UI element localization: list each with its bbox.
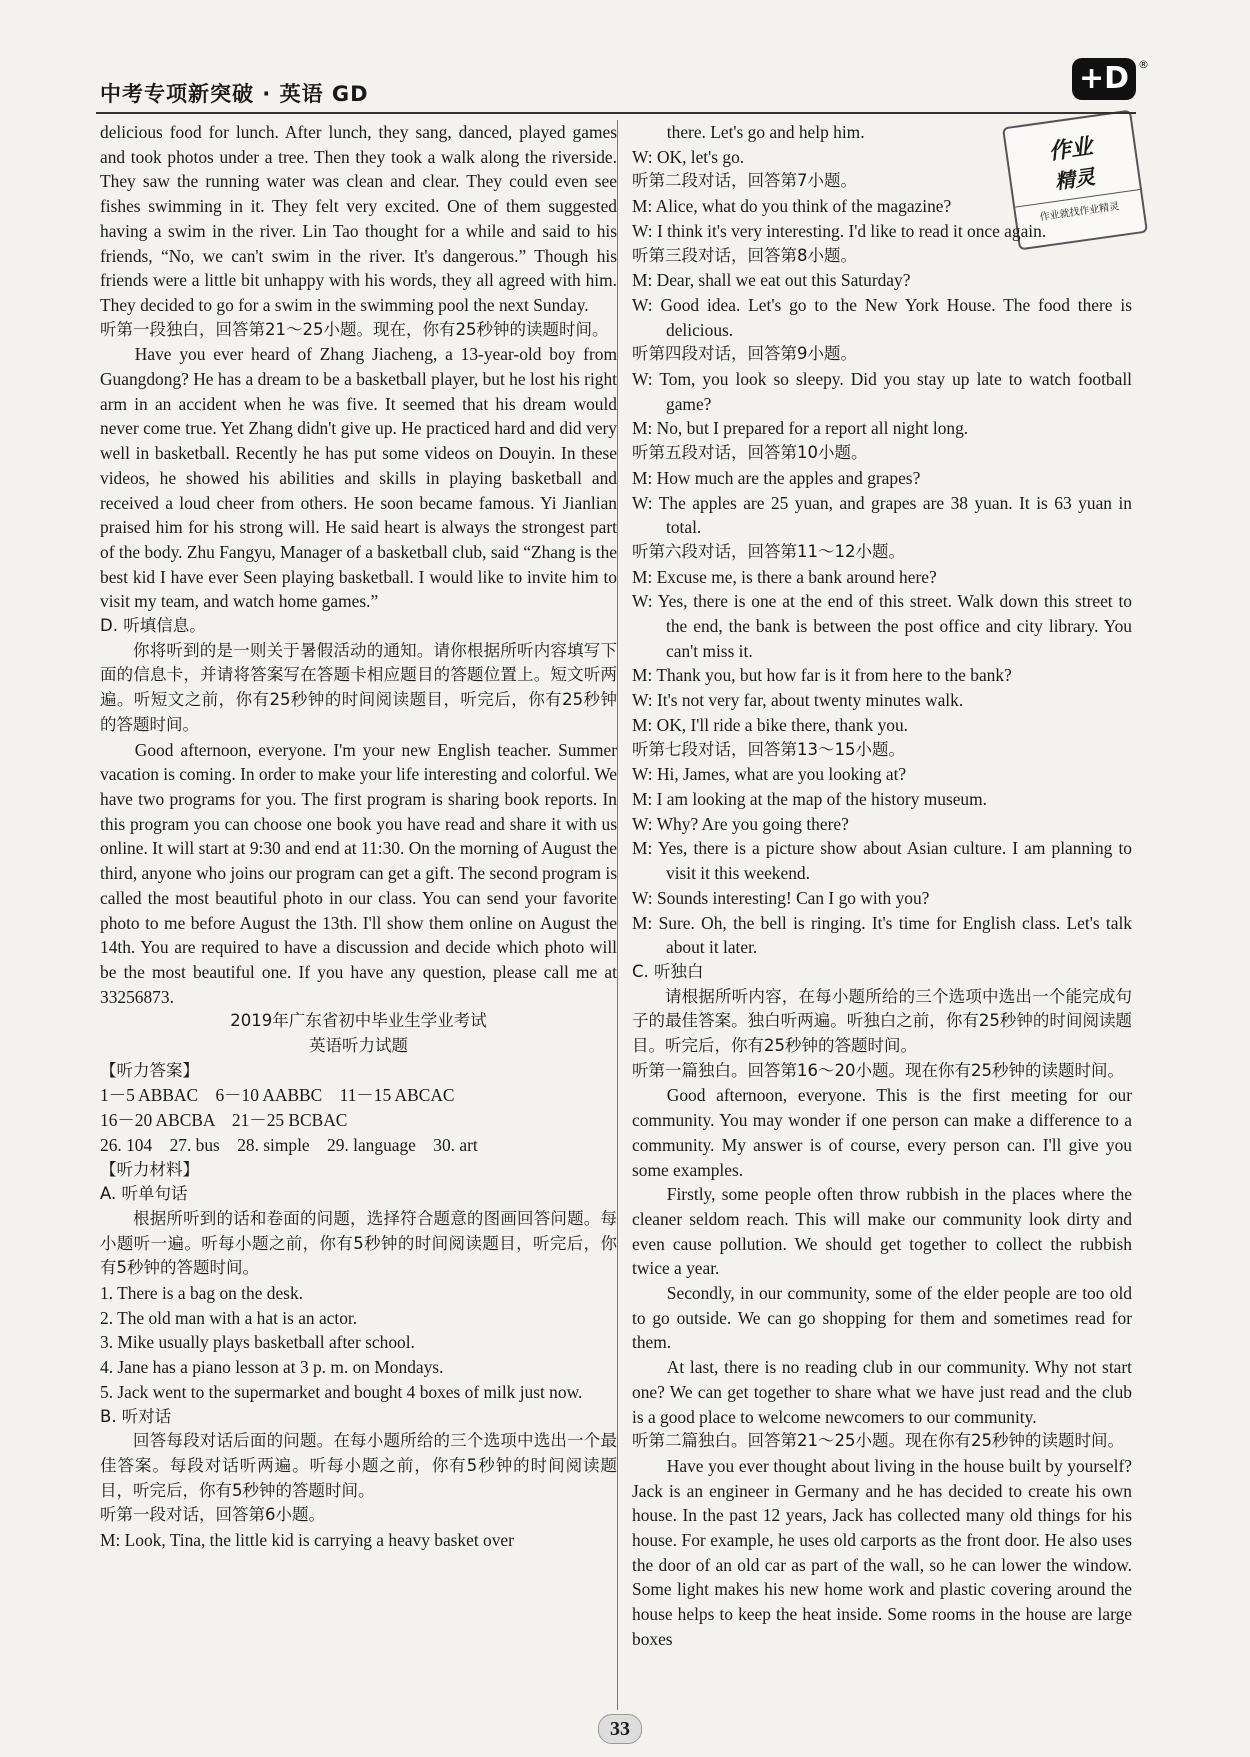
paragraph: 1－5 ABBAC 6－10 AABBC 11－15 ABCAC	[100, 1085, 455, 1106]
stamp-line-2: 精灵	[1053, 164, 1097, 194]
paragraph: M: Yes, there is a picture show about Asian culture. I am planning to visit it this weekend.	[632, 838, 1132, 884]
paragraph: M: Excuse me, is there a bank around here?	[632, 566, 937, 587]
stamp-line-3: 作业就找作业精灵	[1015, 189, 1143, 226]
paragraph: M: Thank you, but how far is it from here to the bank?	[632, 665, 1012, 686]
paragraph: 听第一篇独白。回答第16～20小题。现在你有25秒钟的读题时间。	[632, 1060, 1124, 1080]
paragraph: 16－20 ABCBA 21－25 BCBAC	[100, 1110, 348, 1131]
paragraph: Good afternoon, everyone. This is the first meeting for our community. You may wonder if one person can make a difference to a community. My answer is of course, every person can. I'll give you some examples.	[632, 1085, 1132, 1180]
paragraph: 听第二段对话，回答第7小题。	[632, 171, 857, 191]
running-header: 中考专项新突破 · 英语 GD	[100, 82, 369, 106]
paragraph: W: Sounds interesting! Can I go with you?	[632, 887, 930, 908]
paragraph: 回答每段对话后面的问题。在每小题所给的三个选项中选出一个最佳答案。每段对话听两遍。听每小题之前，你有5秒钟的时间阅读题目，听完后，你有5秒钟的答题时间。	[100, 1431, 617, 1500]
paragraph: 听第七段对话，回答第13～15小题。	[632, 739, 905, 759]
paragraph: M: Look, Tina, the little kid is carrying a heavy basket over	[100, 1530, 514, 1551]
paragraph: W: Tom, you look so sleepy. Did you stay up late to watch football game?	[632, 369, 1132, 414]
paragraph: M: No, but I prepared for a report all night long.	[632, 418, 969, 439]
paragraph: 2019年广东省初中毕业生学业考试	[230, 1011, 487, 1031]
registered-mark-icon: ®	[1138, 58, 1149, 71]
paragraph: 请根据所听内容，在每小题所给的三个选项中选出一个能完成句子的最佳答案。独白听两遍。听独白之前，你有25秒钟的时间阅读题目。听完后，你有25秒钟的答题时间。	[632, 986, 1132, 1056]
paragraph: 你将听到的是一则关于暑假活动的通知。请你根据所听内容填写下面的信息卡，并请将答案写在答题卡相应题目的答题位置上。短文听两遍。听短文之前，你有25秒钟的时间阅读题目，听完后，你有25秒钟的答题时间。	[100, 640, 617, 734]
paragraph: 英语听力试题	[309, 1036, 408, 1056]
paragraph: Have you ever thought about living in the house built by yourself? Jack is an engineer in Germany and he has decided to create his own house. In the past 12 years, Jack has collected many old things for his house. For example, he uses old carports as the front door. He also uses the door of an old car as part of the wall, so he can lower the window. Some light makes his new home work and plastic covering around the house helps to keep the heat inside. Some rooms in the house are large boxes	[632, 1455, 1132, 1649]
paragraph: B. 听对话	[100, 1406, 172, 1426]
paragraph: W: Hi, James, what are you looking at?	[632, 764, 907, 785]
paragraph: At last, there is no reading club in our community. Why not start one? We can get together to share what we have just read and the club is a good place to welcome newcomers to our community.	[632, 1357, 1132, 1427]
page-number: 33	[598, 1714, 642, 1744]
paragraph: W: Good idea. Let's go to the New York House. The food there is delicious.	[632, 294, 1132, 340]
paragraph: 1. There is a bag on the desk.	[100, 1283, 303, 1304]
paragraph: Good afternoon, everyone. I'm your new English teacher. Summer vacation is coming. In order to make your life interesting and colorful. We have two programs for you. The first program is sharing book reports. In this program you can choose one book you have read and share it with us online. It will start at 9:30 and end at 11:30. On the morning of August the third, anyone who joins our program can get a gift. The second program is called the most beautiful photo in our class. You can send your favorite photo to me before August the 13th. I'll show them online on August the 14th. You are required to have a discussion and decide which photo will be the most beautiful one. If you have any question, please call me at 33256873.	[100, 739, 617, 1007]
paragraph: D. 听填信息。	[100, 616, 206, 636]
paragraph: 听第六段对话，回答第11～12小题。	[632, 541, 905, 561]
paragraph: M: OK, I'll ride a bike there, thank you.	[632, 714, 908, 735]
paragraph: 5. Jack went to the supermarket and bought 4 boxes of milk just now.	[100, 1381, 583, 1402]
paragraph: W: I think it's very interesting. I'd like to read it once again.	[632, 220, 1047, 241]
paragraph: 根据所听到的话和卷面的问题，选择符合题意的图画回答问题。每小题听一遍。听每小题之前，你有5秒钟的时间阅读题目，听完后，你有5秒钟的答题时间。	[100, 1208, 617, 1278]
stamp-line-1: 作业	[1047, 134, 1095, 166]
paragraph: 4. Jane has a piano lesson at 3 p. m. on Mondays.	[100, 1357, 444, 1378]
paragraph: there. Let's go and help him.	[666, 122, 865, 142]
header-rule	[96, 112, 1136, 114]
paragraph: 听第三段对话，回答第8小题。	[632, 245, 857, 265]
paragraph: Firstly, some people often throw rubbish in the places where the cleaner seldom reach. This will make our community look dirty and even cause pollution. We should get together to collect the rubbish twice a year.	[632, 1184, 1132, 1279]
paragraph: M: Sure. Oh, the bell is ringing. It's time for English class. Let's talk about it later.	[632, 912, 1132, 958]
paragraph: W: OK, let's go.	[632, 146, 745, 167]
paragraph: 听第二篇独白。回答第21～25小题。现在你有25秒钟的读题时间。	[632, 1431, 1124, 1451]
paragraph: M: Alice, what do you think of the magazine?	[632, 196, 952, 217]
paragraph: Have you ever heard of Zhang Jiacheng, a 13-year-old boy from Guangdong? He has a dream to be a basketball player, but he lost his right arm in an accident when he was five. It seemed that his dream would never come true. Yet Zhang didn't give up. He practiced hard and did very well in basketball. Recently he has put some videos on Douyin. In these videos, he showed his abilities and skills in playing basketball and received a loud cheer from others. He soon became famous. Yi Jianlian praised him for his strong will. He said heart is always the strongest part of the body. Zhu Fangyu, Manager of a basketball club, said “Zhang is the best kid I have ever Seen playing basketball. I would like to invite him to visit my team, and watch home games.”	[100, 344, 617, 612]
paragraph: A. 听单句话	[100, 1184, 188, 1204]
paragraph: 3. Mike usually plays basketball after school.	[100, 1332, 415, 1353]
paragraph: W: Why? Are you going there?	[632, 813, 849, 834]
paragraph: 听第五段对话，回答第10小题。	[632, 443, 868, 463]
paragraph: W: Yes, there is one at the end of this street. Walk down this street to the end, the bank is between the post office and city library. You can't miss it.	[632, 591, 1132, 661]
paragraph: M: How much are the apples and grapes?	[632, 467, 921, 488]
paragraph: W: The apples are 25 yuan, and grapes are 38 yuan. It is 63 yuan in total.	[632, 492, 1132, 538]
paragraph: M: Dear, shall we eat out this Saturday?	[632, 270, 911, 291]
paragraph: delicious food for lunch. After lunch, they sang, danced, played games and took photos under a tree. Then they took a walk along the riverside. They saw the running water was clean and clear. They could even see fishes swimming in it. They felt very excited. One of them suggested having a swim in the river. Lin Tao thought for a while and said to his friends, “No, we can't swim in the river. It's dangerous.” Though his friends were a little bit unhappy with his words, they all agreed with him. They decided to go for a swim in the swimming pool the next Sunday.	[100, 122, 617, 315]
paragraph: Secondly, in our community, some of the elder people are too old to go outside. We can go shopping for them and sometimes read for them.	[632, 1283, 1132, 1353]
logo-icon: +D	[1072, 58, 1136, 100]
paragraph: W: It's not very far, about twenty minutes walk.	[632, 690, 964, 711]
paragraph: 26. 104 27. bus 28. simple 29. language 30. art	[100, 1134, 478, 1155]
left-column	[100, 120, 617, 1553]
paragraph: 【听力材料】	[100, 1159, 199, 1179]
paragraph: 听第四段对话，回答第9小题。	[632, 344, 857, 364]
paragraph: 【听力答案】	[100, 1060, 199, 1080]
paragraph: C. 听独白	[632, 961, 704, 981]
paragraph: 听第一段对话，回答第6小题。	[100, 1505, 325, 1525]
paragraph: 2. The old man with a hat is an actor.	[100, 1307, 358, 1328]
paragraph: 听第一段独白，回答第21～25小题。现在，你有25秒钟的读题时间。	[100, 319, 609, 339]
right-column	[632, 120, 1132, 1652]
paragraph: M: I am looking at the map of the history museum.	[632, 788, 988, 809]
column-divider	[617, 120, 618, 1710]
